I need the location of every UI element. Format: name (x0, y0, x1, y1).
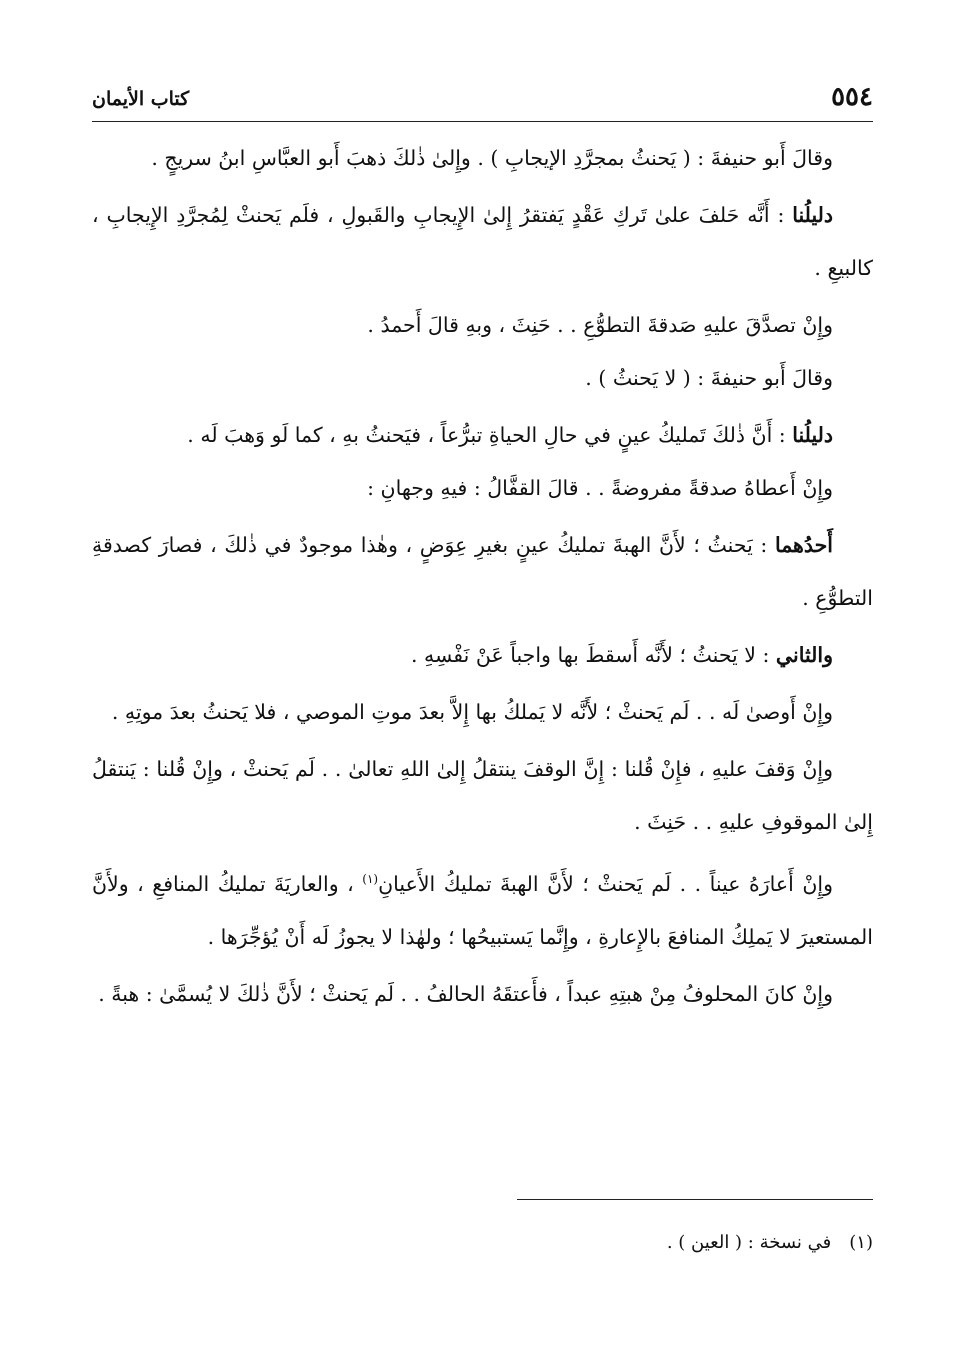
paragraph: دليلُنا : أَنَّ ذٰلكَ تَمليكُ عينٍ في حالِ الحياةِ تبرُّعاً ، فيَحنثُ بهِ ، كما لَو وَهبَ لَه . (187, 423, 833, 447)
footnote-divider (517, 1199, 873, 1200)
footnote (92, 1228, 873, 1258)
paragraph: دليلُنا : أَنَّه حَلفَ علىٰ تَركِ عَقْدٍ يَفتقرُ إِلىٰ الإِيجابِ والقَبولِ ، فلَم يَحنثْ لِمُجرَّدِ الإِيجابِ ، كالبيعِ . (92, 203, 873, 280)
footnote-reference[interactable]: (١) (362, 872, 379, 886)
paragraph-lead: دليلُنا (792, 423, 833, 447)
paragraph: وإِنْ كانَ المحلوفُ مِنْ هبتِهِ عبداً ، فأَعتقَهُ الحالفُ . . لَم يَحنثْ ؛ لأَنَّ ذٰلكَ لا يُسمَّىٰ : هبةً . (98, 981, 833, 1006)
paragraph: وإِنْ وَقفَ عليهِ ، فإِنْ قُلنا : إِنَّ الوقفَ ينتقلُ إِلىٰ اللهِ تعالىٰ . . لَم يَحنثْ ، وإِنْ قُلنا : يَنتقلُ إِلىٰ الموقوفِ عليهِ . . حَنِثَ . (92, 757, 873, 834)
paragraph: والثاني : لا يَحنثُ ؛ لأَنَّه أَسقطَ بها واجباً عَنْ نَفْسِهِ . (410, 643, 833, 667)
paragraph: وإِنْ أَعارَهُ عيناً . . لَم يَحنثْ ؛ لأَنَّ الهبةَ تمليكُ الأَعيانِ$^{(١)}$ ، والعاريَةَ تمليكُ المنافعِ ، ولأَنَّ المستعيرَ لا يَملِكُ المنافعَ بالإِعارةِ ، وإِنَّما يَستبيحُها ؛ ولهٰذا لا يجوزُ لَه أَنْ يُؤجِّرَها . (92, 871, 873, 949)
paragraph: وإِنْ أَوصىٰ لَه . . لَم يَحنثْ ؛ لأَنَّه لا يَملكُ بها إِلاَّ بعدَ موتِ الموصي ، فلا يَحنثُ بعدَ موتِهِ . (111, 700, 833, 724)
footnote-marker: (١) (849, 1232, 873, 1253)
footnote-text: في نسخة : ( العين ) . (666, 1232, 832, 1253)
paragraph-lead: أَحدُهما (774, 533, 833, 557)
paragraph-lead: دليلُنا (792, 203, 833, 227)
running-title: كتاب الأيمان (92, 88, 190, 110)
paragraph: وإِنْ أَعطاهُ صدقةً مفروضةً . . قالَ القفَّالُ : فيهِ وجهانِ : (367, 476, 833, 500)
main-text (92, 132, 873, 1021)
paragraph: أَحدُهما : يَحنثُ ؛ لأَنَّ الهبةَ تمليكُ عينٍ بغيرِ عِوَضٍ ، وهٰذا موجودٌ في ذٰلكَ ، فصارَ كصدقةِ التطوُّعِ . (92, 533, 873, 610)
page-header (92, 80, 873, 114)
page-number: ٥٥٤ (831, 82, 873, 112)
header-divider (92, 121, 873, 122)
paragraph: وقالَ أَبو حنيفةَ : ( يَحنثُ بمجرَّدِ الإيجابِ ) . وإِلىٰ ذٰلكَ ذهبَ أَبو العبَّاسِ ابنُ سريجٍ . (151, 146, 833, 170)
paragraph: وقالَ أَبو حنيفةَ : ( لا يَحنثُ ) . (585, 366, 833, 390)
paragraph-lead: والثاني (775, 643, 833, 667)
paragraph: وإِنْ تصدَّقَ عليهِ صَدقةَ التطوُّعِ . . حَنِثَ ، وبهِ قالَ أَحمدُ . (367, 313, 833, 337)
